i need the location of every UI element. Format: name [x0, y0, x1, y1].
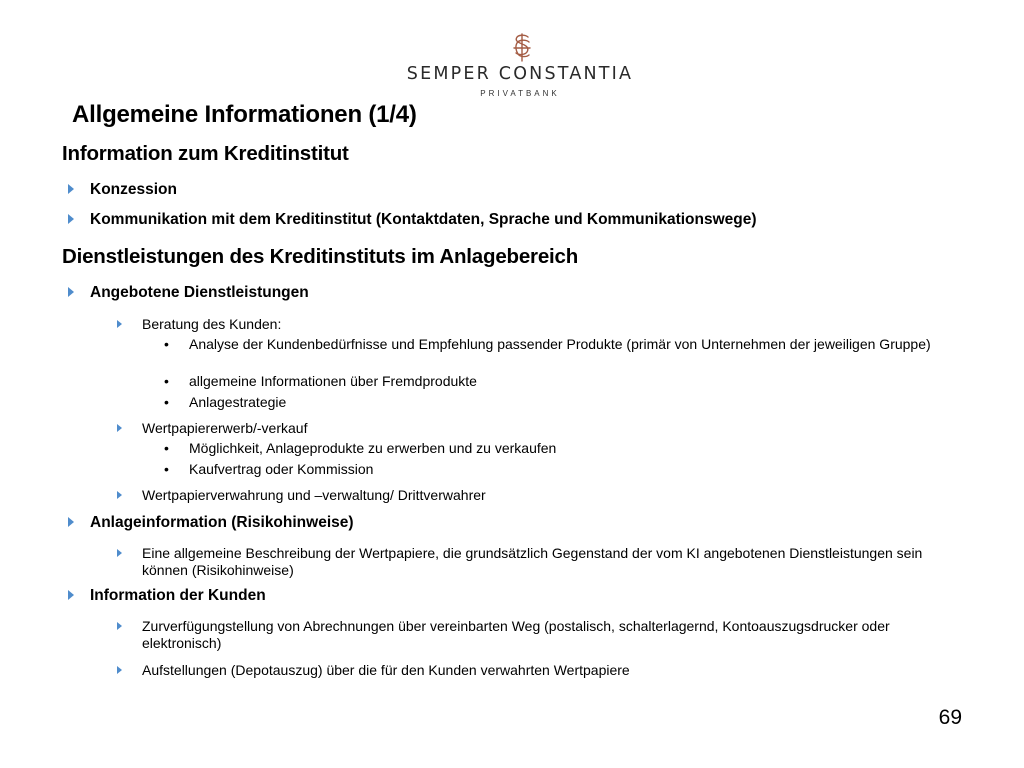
triangle-bullet-icon [68, 214, 74, 224]
bullet-dot-icon: • [164, 373, 169, 389]
sub-item-beratung [117, 316, 967, 333]
triangle-bullet-icon [68, 287, 74, 297]
bullet-item [164, 440, 964, 457]
page-number: 69 [938, 706, 962, 729]
sub-item-depotauszug [117, 662, 967, 679]
section-heading-dienstleistungen: Dienstleistungen des Kreditinstituts im Anlagebereich [62, 245, 579, 268]
bullet-item [164, 394, 964, 411]
triangle-bullet-icon [68, 590, 74, 600]
sub-item-label: Zurverfügungstellung von Abrechnungen über vereinbarten Weg (postalisch, schalterlagernd, Kontoauszugsdrucker oder elektronisch) [142, 618, 890, 651]
list-item-information-kunden [68, 587, 266, 605]
sub-item-label: Wertpapiererwerb/-verkauf [142, 420, 308, 436]
bullet-text: Analyse der Kundenbedürfnisse und Empfehlung passender Produkte (primär von Unternehmen der jeweiligen Gruppe) [189, 336, 931, 352]
triangle-bullet-icon [68, 184, 74, 194]
bullet-dot-icon: • [164, 394, 169, 410]
bank-subtitle: PRIVATBANK [480, 89, 560, 98]
bullet-text: Kaufvertrag oder Kommission [189, 461, 374, 477]
list-item-label: Angebotene Dienstleistungen [90, 284, 309, 301]
sc-monogram-icon [509, 33, 535, 63]
section-heading-kreditinstitut: Information zum Kreditinstitut [62, 142, 349, 165]
list-item-label: Konzession [90, 181, 177, 198]
list-item-angebotene-dienstleistungen [68, 284, 309, 302]
triangle-bullet-icon [117, 320, 122, 328]
bullet-dot-icon: • [164, 461, 169, 477]
sub-item-label: Wertpapierverwahrung und –verwaltung/ Drittverwahrer [142, 487, 486, 503]
bullet-text: Möglichkeit, Anlageprodukte zu erwerben und zu verkaufen [189, 440, 557, 456]
bullet-text: allgemeine Informationen über Fremdprodukte [189, 373, 477, 389]
list-item-anlageinformation [68, 514, 354, 532]
triangle-bullet-icon [117, 666, 122, 674]
bullet-item [164, 336, 964, 353]
triangle-bullet-icon [117, 622, 122, 630]
list-item-kommunikation [68, 211, 757, 229]
list-item-konzession [68, 181, 177, 199]
sub-item-label: Aufstellungen (Depotauszug) über die für den Kunden verwahrten Wertpapiere [142, 662, 630, 678]
triangle-bullet-icon [117, 491, 122, 499]
list-item-label: Anlageinformation (Risikohinweise) [90, 514, 354, 531]
bullet-dot-icon: • [164, 336, 169, 352]
sub-item-label: Eine allgemeine Beschreibung der Wertpapiere, die grundsätzlich Gegenstand der vom KI angebotenen Dienstleistungen sein können (Risikohinweise) [142, 545, 923, 578]
bullet-dot-icon: • [164, 440, 169, 456]
triangle-bullet-icon [117, 549, 122, 557]
sub-item-beschreibung [117, 545, 967, 578]
sub-item-wertpapierverwahrung [117, 487, 967, 504]
bank-logo [360, 30, 680, 102]
bullet-item [164, 461, 964, 478]
slide-title: Allgemeine Informationen (1/4) [72, 101, 417, 128]
sub-item-wertpapiererwerb [117, 420, 967, 437]
list-item-label: Information der Kunden [90, 587, 266, 604]
sub-item-label: Beratung des Kunden: [142, 316, 282, 332]
bank-name: SEMPER CONSTANTIA [406, 64, 634, 84]
list-item-label: Kommunikation mit dem Kreditinstitut (Kontaktdaten, Sprache und Kommunikationswege) [90, 211, 757, 228]
sub-item-abrechnungen [117, 618, 967, 651]
bullet-text: Anlagestrategie [189, 394, 287, 410]
bullet-item [164, 373, 964, 390]
triangle-bullet-icon [117, 424, 122, 432]
triangle-bullet-icon [68, 517, 74, 527]
